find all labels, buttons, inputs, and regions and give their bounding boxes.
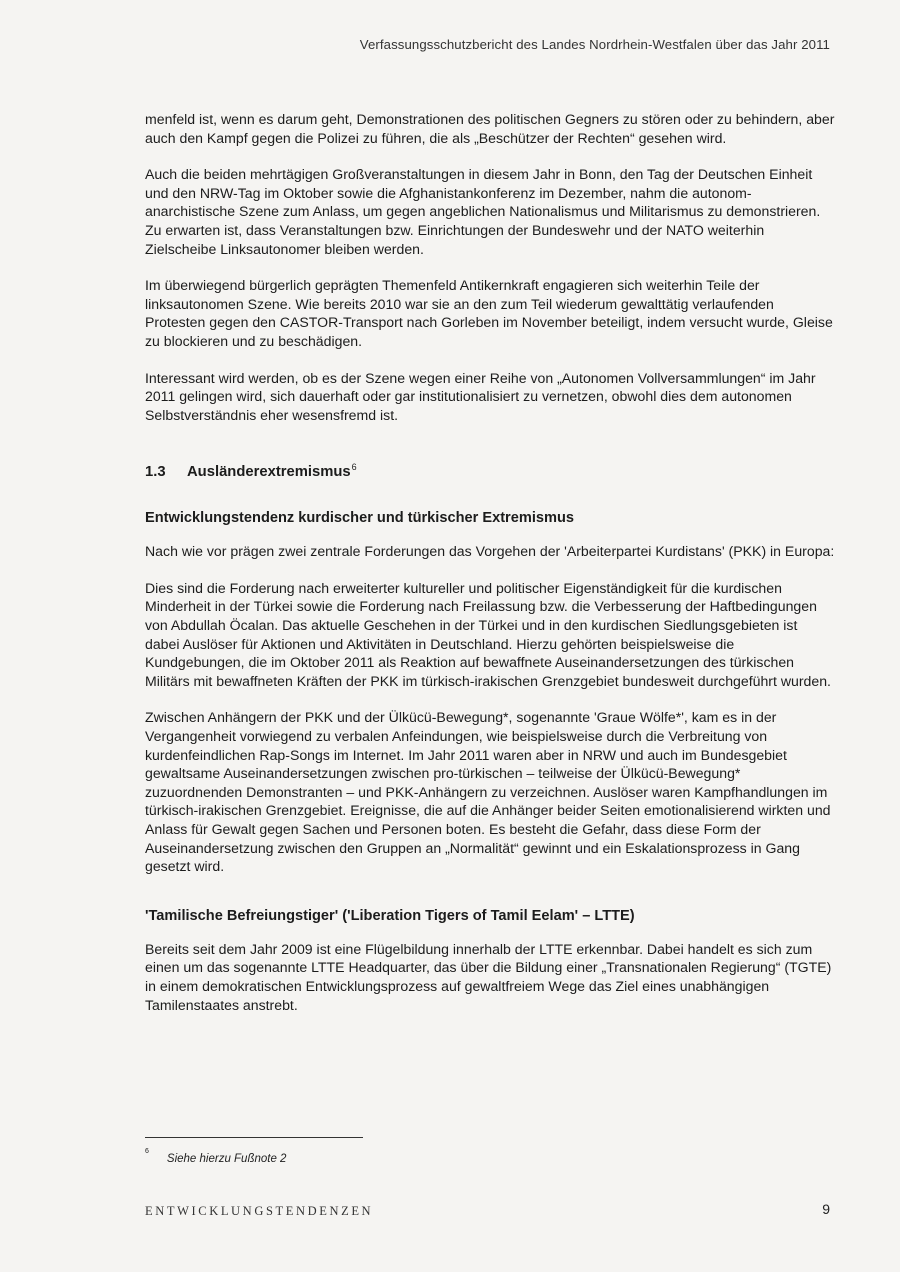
footnote-divider xyxy=(145,1137,363,1138)
subheading-ltte: 'Tamilische Befreiungstiger' ('Liberation Tigers of Tamil Eelam' – LTTE) xyxy=(145,907,635,924)
section-heading xyxy=(145,462,835,480)
footnote-ref[interactable]: 6 xyxy=(351,462,357,473)
page-number: 9 xyxy=(822,1201,830,1217)
paragraph: Dies sind die Forderung nach erweiterter kultureller und politischer Eigenständigkeit für die kurdischen Minderheit in der Türkei sowie die Forderung nach Freilassung bzw. die Verbesserung der Haftbedingungen von Abdullah Öcalan. Das aktuelle Geschehen in der Türkei und in den kurdischen Siedlungsgebieten ist dabei Auslöser für Aktionen und Aktivitäten in Deutschland. Hierzu gehörten beispielsweise die Kundgebungen, die im Oktober 2011 als Reaktion auf bewaffnete Auseinandersetzungen des türkischen Militärs mit bewaffneten Kräften der PKK im türkisch-irakischen Grenzgebiet bundesweit durchgeführt wurden. xyxy=(145,579,831,689)
paragraph: Im überwiegend bürgerlich geprägten Themenfeld Antikernkraft engagieren sich weiterhin Teile der linksautonomen Szene. Wie bereits 2010 war sie an den zum Teil wiederum gewalttätig verlaufenden Protesten gegen den CASTOR-Transport nach Gorleben im November beteiligt, indem versucht wurde, Gleise zu blockieren und zu beschädigen. xyxy=(145,277,833,349)
paragraph: Auch die beiden mehrtägigen Großveranstaltungen in diesem Jahr in Bonn, den Tag der Deutschen Einheit und den NRW-Tag im Oktober sowie die Afghanistankonferenz im Dezember, nahm die autonom-anarchistische Szene zum Anlass, um gegen angeblichen Nationalismus und Militarismus zu demonstrieren. Zu erwarten ist, dass Veranstaltungen bzw. Einrichtungen der Bundeswehr und der NATO weiterhin Zielscheibe Linksautonomer bleiben werden. xyxy=(145,166,821,257)
footnote-number: 6 xyxy=(145,1148,149,1155)
main-content xyxy=(145,110,835,1032)
footnote-text: Siehe hierzu Fußnote 2 xyxy=(166,1152,287,1165)
running-header: Verfassungsschutzbericht des Landes Nordrhein-Westfalen über das Jahr 2011 xyxy=(359,37,830,52)
paragraph: Nach wie vor prägen zwei zentrale Forderungen das Vorgehen der 'Arbeiterpartei Kurdistans' (PKK) in Europa: xyxy=(145,543,835,560)
section-title: Ausländerextremismus$^6$ xyxy=(187,462,357,481)
footnote xyxy=(145,1148,287,1165)
paragraph: Zwischen Anhängern der PKK und der Ülkücü-Bewegung*, sogenannte 'Graue Wölfe*', kam es in der Vergangenheit vorwiegend zu verbalen Anfeindungen, wie beispielsweise durch die Verbreitung von kurdenfeindlichen Rap-Songs im Internet. Im Jahr 2011 waren aber in NRW und auch im Bundesgebiet gewaltsame Auseinandersetzungen zwischen pro-türkischen – teilweise der Ülkücü-Bewegung* zuzuordnenden Demonstranten – und PKK-Anhängern zu verzeichnen. Auslöser waren Kampfhandlungen im türkisch-irakischen Grenzgebiet. Ereignisse, die auf die Anhänger beider Seiten emotionalisierend wirkten und Anlass für Gewalt gegen Sachen und Personen boten. Es besteht die Gefahr, dass diese Form der Auseinandersetzung zwischen den Gruppen an „Normalität“ gewinnt und ein Eskalationsprozess in Gang gesetzt wird. xyxy=(145,709,831,875)
running-footer: ENTWICKLUNGSTENDENZEN xyxy=(145,1204,374,1218)
section-number: 1.3 xyxy=(145,464,166,481)
subheading-kurdish-turkish: Entwicklungstendenz kurdischer und türkischer Extremismus xyxy=(145,510,575,527)
paragraph: Bereits seit dem Jahr 2009 ist eine Flügelbildung innerhalb der LTTE erkennbar. Dabei handelt es sich zum einen um das sogenannte LTTE Headquarter, das über die Bildung einer „Transnationalen Regierung“ (TGTE) in einem demokratischen Entwicklungsprozess auf gewaltfreiem Wege das Ziel eines unabhängigen Tamilenstaates anstrebt. xyxy=(145,940,832,1013)
paragraph: Interessant wird werden, ob es der Szene wegen einer Reihe von „Autonomen Vollversammlungen“ im Jahr 2011 gelingen wird, sich dauerhaft oder gar institutionalisiert zu vernetzen, obwohl dies dem autonomen Selbstverständnis eher wesensfremd ist. xyxy=(145,369,816,423)
paragraph: menfeld ist, wenn es darum geht, Demonstrationen des politischen Gegners zu stören oder zu behindern, aber auch den Kampf gegen die Polizei zu führen, die als „Beschützer der Rechten“ gesehen wird. xyxy=(145,111,835,146)
